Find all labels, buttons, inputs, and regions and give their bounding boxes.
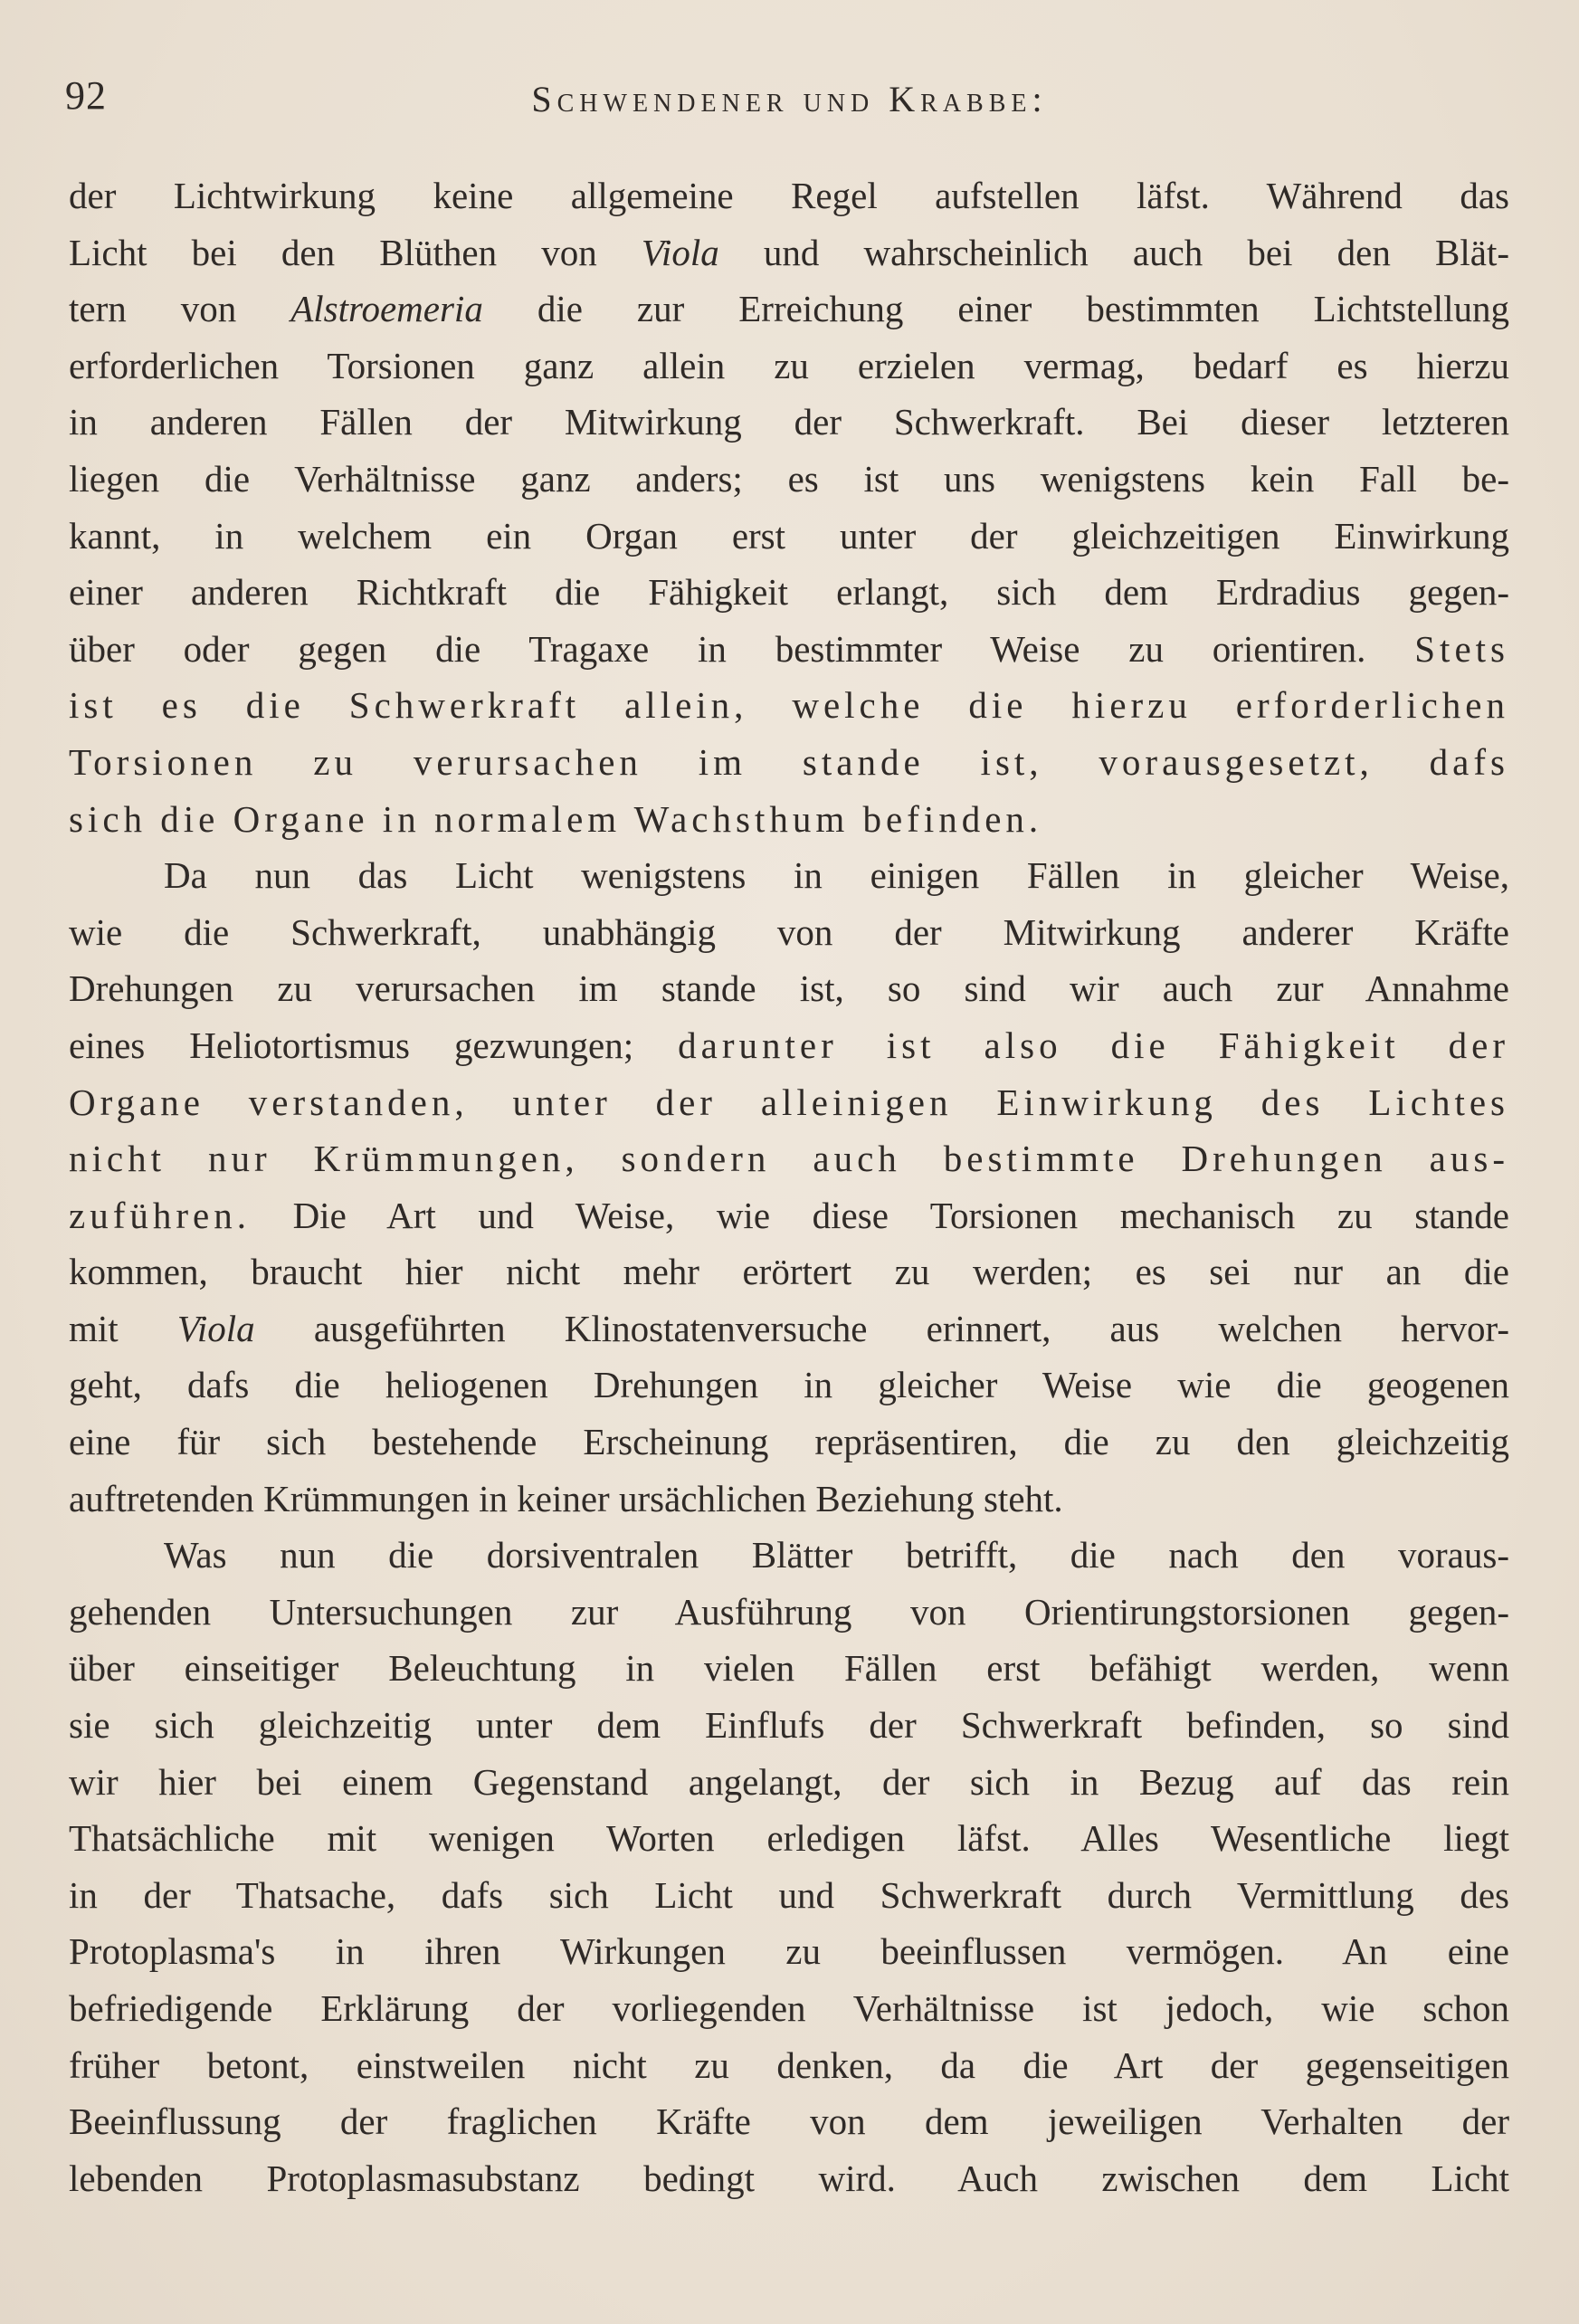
text-line: Thatsächliche mit wenigen Worten erledigen läfst. Alles Wesentliche liegt (69, 1817, 1509, 1860)
text-line: ist es die Schwerkraft allein, welche die hierzu erforderlichen (69, 684, 1509, 727)
body-text (69, 167, 1509, 2206)
text-line: in anderen Fällen der Mitwirkung der Schwerkraft. Bei dieser letzteren (69, 401, 1509, 443)
text-line: über einseitiger Beleuchtung in vielen Fällen erst befähigt werden, wenn (69, 1647, 1509, 1690)
text-line: mit Viola ausgeführten Klinostatenversuche erinnert, aus welchen hervor- (69, 1307, 1509, 1349)
text-line: eines Heliotortismus gezwungen; darunter ist also die Fähigkeit der (69, 1024, 1509, 1066)
page-header (0, 71, 1579, 134)
text-line: Was nun die dorsiventralen Blätter betrifft, die nach den voraus- (164, 1534, 1509, 1576)
text-line: Protoplasma's in ihren Wirkungen zu beeinflussen vermögen. An eine (69, 1930, 1509, 1973)
text-line: kannt, in welchem ein Organ erst unter der gleichzeitigen Einwirkung (69, 514, 1509, 557)
text-line: kommen, braucht hier nicht mehr erörtert zu werden; es sei nur an die (69, 1251, 1509, 1293)
text-line: Drehungen zu verursachen im stande ist, so sind wir auch zur Annahme (69, 967, 1509, 1010)
text-line: erforderlichen Torsionen ganz allein zu erzielen vermag, bedarf es hierzu (69, 344, 1509, 386)
text-line: befriedigende Erklärung der vorliegenden Verhältnisse ist jedoch, wie schon (69, 1987, 1509, 2029)
text-line: liegen die Verhältnisse ganz anders; es ist uns wenigstens kein Fall be- (69, 457, 1509, 500)
text-line: Beeinflussung der fraglichen Kräfte von dem jeweiligen Verhalten der (69, 2100, 1509, 2143)
page-number: 92 (65, 73, 107, 118)
running-head: Schwendener und Krabbe: (531, 79, 1048, 119)
text-line: zuführen. Die Art und Weise, wie diese Torsionen mechanisch zu stande (69, 1194, 1509, 1236)
text-line: sich die Organe in normalem Wachsthum befinden. (69, 797, 1043, 840)
text-line: Da nun das Licht wenigstens in einigen Fällen in gleicher Weise, (164, 854, 1509, 897)
text-line: gehenden Untersuchungen zur Ausführung von Orientirungstorsionen gegen- (69, 1590, 1509, 1633)
text-line: der Lichtwirkung keine allgemeine Regel aufstellen läfst. Während das (69, 175, 1509, 216)
text-line: einer anderen Richtkraft die Fähigkeit erlangt, sich dem Erdradius gegen- (69, 571, 1509, 614)
text-line: geht, dafs die heliogenen Drehungen in gleicher Weise wie die geogenen (69, 1364, 1509, 1406)
text-line: Licht bei den Blüthen von Viola und wahrscheinlich auch bei den Blät- (69, 231, 1509, 273)
text-line: tern von Alstroemeria die zur Erreichung einer bestimmten Lichtstellung (69, 288, 1509, 330)
text-line: Torsionen zu verursachen im stande ist, vorausgesetzt, dafs (69, 740, 1509, 783)
text-line: nicht nur Krümmungen, sondern auch bestimmte Drehungen aus- (69, 1138, 1509, 1180)
text-line: sie sich gleichzeitig unter dem Einflufs der Schwerkraft befinden, so sind (69, 1704, 1509, 1747)
text-line: eine für sich bestehende Erscheinung repräsentiren, die zu den gleichzeitig (69, 1421, 1509, 1463)
text-line: in der Thatsache, dafs sich Licht und Schwerkraft durch Vermittlung des (69, 1873, 1509, 1916)
text-line: Organe verstanden, unter der alleinigen Einwirkung des Lichtes (69, 1081, 1509, 1123)
text-line: wir hier bei einem Gegenstand angelangt, der sich in Bezug auf das rein (69, 1760, 1509, 1803)
text-line: wie die Schwerkraft, unabhängig von der Mitwirkung anderer Kräfte (69, 910, 1509, 953)
text-line: auftretenden Krümmungen in keiner ursächlichen Beziehung steht. (69, 1477, 1063, 1519)
text-line: lebenden Protoplasmasubstanz bedingt wird. Auch zwischen dem Licht (69, 2157, 1509, 2199)
text-line: früher betont, einstweilen nicht zu denken, da die Art der gegenseitigen (69, 2043, 1509, 2086)
text-line: über oder gegen die Tragaxe in bestimmter Weise zu orientiren. Stets (69, 627, 1509, 670)
